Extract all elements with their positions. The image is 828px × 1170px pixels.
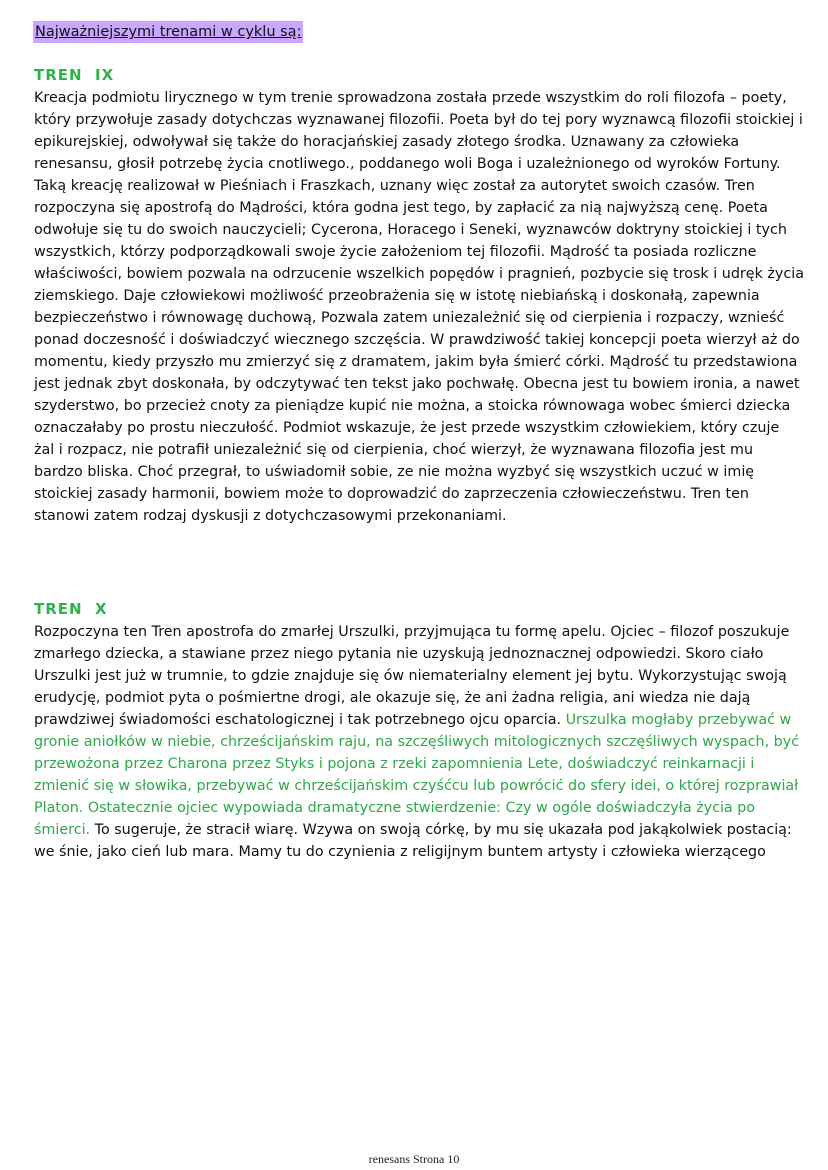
tren-x-body-part1: Rozpoczyna ten Tren apostrofa do zmarłej Urszulki, przyjmująca tu formę apelu. Ojciec – filozof poszukuje zmarłego dziecka, a stawiane przez niego pytania nie uzyskują jednoznacznej odpowiedzi. Skoro ciało Urszulki jest już w trumnie, to gdzie znajduje się ów niematerialny element jej bytu. Wykorzystując swoją erudycję, podmiot pyta o pośmiertne drogi, ale okazuje się, że ani żadna religia, ani wiedza nie dają prawdziwej świadomości eschatologicznej i tak potrzebnego ojcu oparcia. (34, 624, 790, 728)
page-footer: renesans Strona 10 (368, 1152, 460, 1166)
tren-ix-body: Kreacja podmiotu lirycznego w tym trenie sprowadzona została przede wszystkim do roli filozofa – poety, który przywołuje zasady dotychczas wyznawanej filozofii. Poeta był do tej pory wyznawcą filozofii stoickiej i epikurejskiej, odwoływał się także do horacjańskiej zasady złotego środka. Uznawany za człowieka renesansu, głosił potrzebę życia cnotliwego., poddanego woli Boga i uzależnionego od wyroków Fortuny. Taką kreację realizował w Pieśniach i Fraszkach, uznany więc został za autorytet swoich czasów. Tren rozpoczyna się apostrofą do Mądrości, która godna jest tego, by zapłacić za nią najwyższą cenę. Poeta odwołuje się tu do swoich nauczycieli; Cycerona, Horacego i Seneki, wyznawców doktryny stoickiej i tych wszystkich, którzy podporządkowali swoje życie założeniom tej filozofii. Mądrość ta posiada rozliczne właściwości, bowiem pozwala na odrzucenie wszelkich popędów i pragnień, pozbycie się trosk i udręk życia ziemskiego. Daje człowiekowi możliwość przeobrażenia się w istotę niebiańską i doskonałą, zapewnia bezpieczeństwo i równowagę duchową, Pozwala zatem uniezależnić się od cierpienia i rozpaczy, wznieść ponad doczesność i doświadczyć wiecznego szczęścia. W prawdziwość takiej koncepcji poeta wierzył aż do momentu, kiedy przyszło mu zmierzyć się z dramatem, jakim była śmierć córki. Mądrość tu przedstawiona jest jednak zbyt doskonała, by odczytywać ten tekst jako pochwałę. Obecna jest tu bowiem ironia, a nawet szyderstwo, bo przecież cnoty za pieniądze kupić nie można, a stoicka równowaga wobec śmierci dziecka oznaczałaby po prostu nieczułość. Podmiot wskazuje, że jest przede wszystkim człowiekiem, który czuje żal i rozpacz, nie potrafił uniezależnić się od cierpienia, choć wierzył, że wyznawana filozofia jest mu bardzo bliska. Choć przegrał, to uświadomił sobie, ze nie można wyzbyć się wszystkich uczuć w imię stoickiej zasady harmonii, bowiem może to doprowadzić do zaprzeczenia człowieczeństwu. Tren ten stanowi zatem rodzaj dyskusji z dotychczasowymi przekonaniami. (34, 90, 804, 524)
tren-x-body (34, 621, 804, 863)
tren-x-body-part2: To sugeruje, że stracił wiarę. Wzywa on swoją córkę, by mu się ukazała pod jakąkolwiek postacią: we śnie, jako cień lub mara. Mamy tu do czynienia z religijnym buntem artysty i człowieka wierzącego (34, 822, 792, 860)
tren-ix-title: TREN IX (34, 66, 115, 84)
intro-heading: Najważniejszymi trenami w cyklu są: (33, 21, 303, 43)
tren-x-title: TREN X (34, 600, 108, 618)
tren-x-body-green: Urszulka mogłaby przebywać w gronie aniołków w niebie, chrześcijańskim raju, na szczęśliwych mitologicznych szczęśliwych wyspach, być przewożona przez Charona przez Styks i pojona z rzeki zapomnienia Lete, doświadczyć reinkarnacji i zmienić się w słowika, przebywać w chrześcijańskim czyśćcu lub powrócić do sfery idei, o której rozprawiał Platon. Ostatecznie ojciec wypowiada dramatyczne stwierdzenie: Czy w ogóle doświadczyła życia po śmierci. (34, 712, 800, 838)
